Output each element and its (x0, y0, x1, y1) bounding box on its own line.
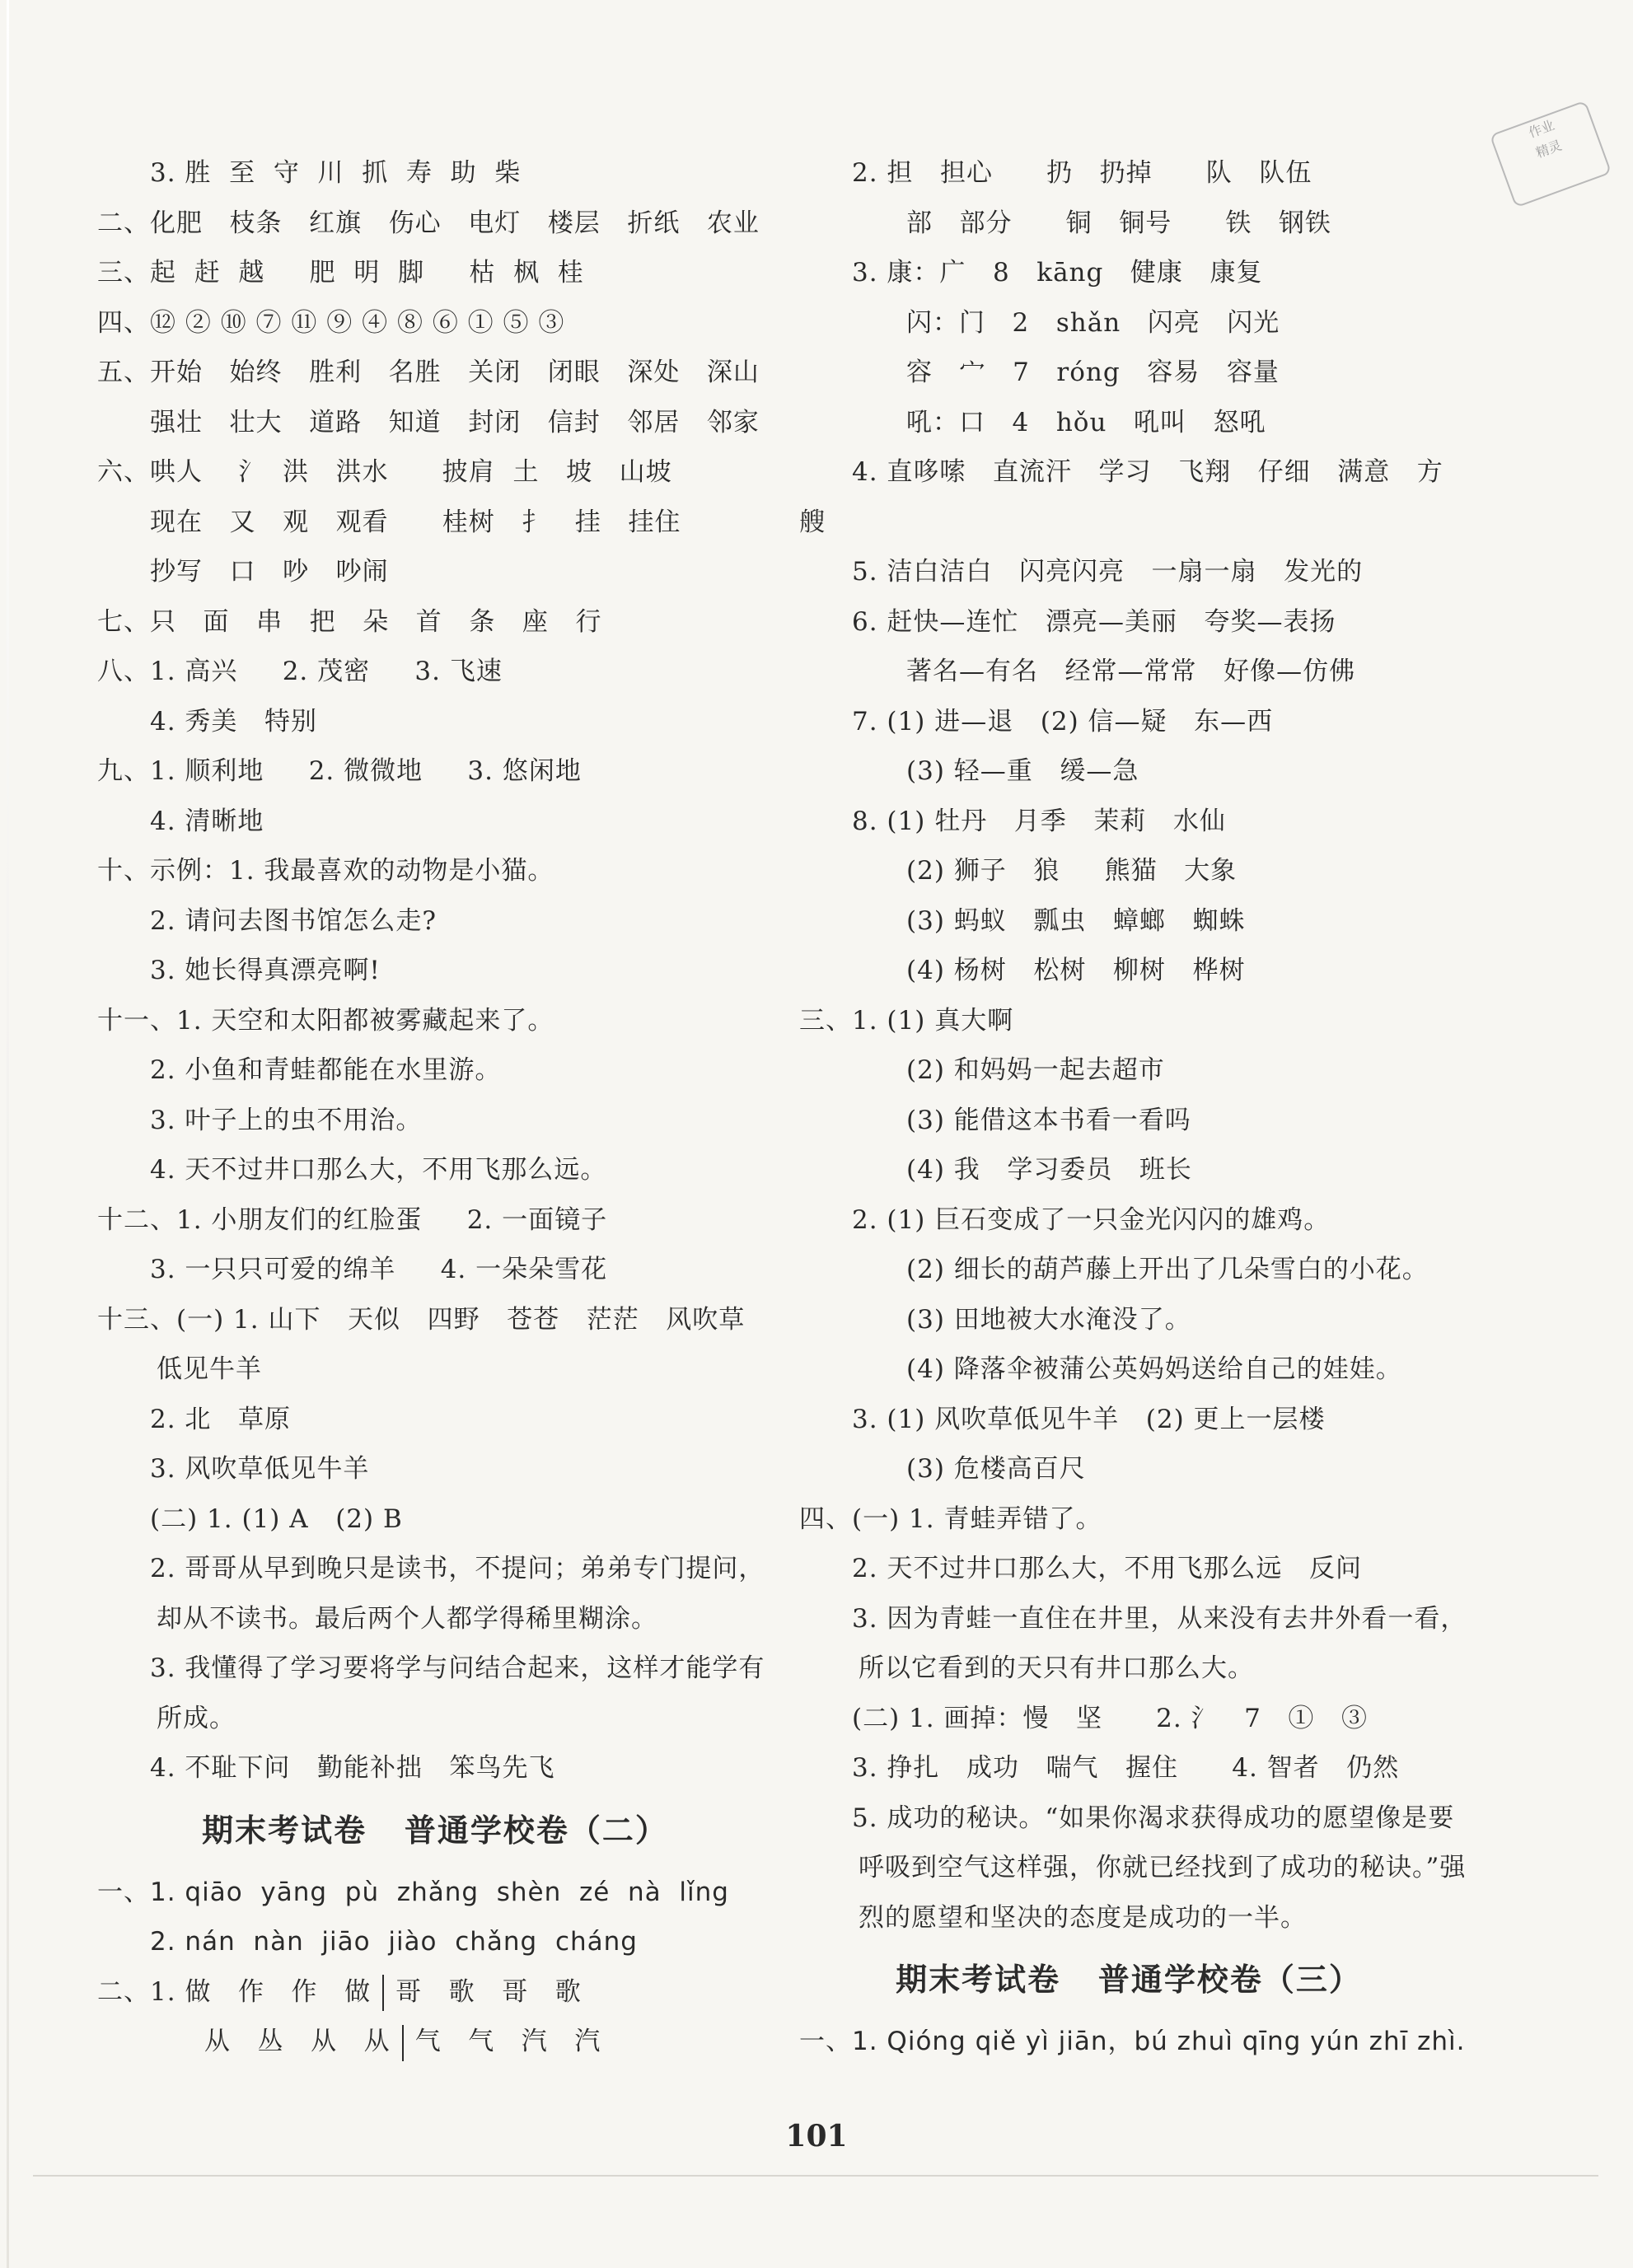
answer-line: (4) 我 学习委员 班长 (906, 1155, 1192, 1185)
answer-line: 抄写 口 吵 吵闹 (150, 557, 389, 587)
answer-line: 3. 胜 至 守 川 抓 寿 助 柴 (150, 158, 522, 188)
answer-line: 一、1. Qióng qiě yì jiān，bú zhuì qīng yún zhī zhì. (799, 2027, 1466, 2056)
answer-line: 四、⑫ ② ⑩ ⑦ ⑪ ⑨ ④ ⑧ ⑥ ① ⑤ ③ (97, 307, 565, 338)
answer-line: 7. (1) 进—退 (2) 信—疑 东—西 (852, 706, 1274, 737)
answer-line: 三、1. (1) 真大啊 (799, 1005, 1014, 1036)
answer-line: 十一、1. 天空和太阳都被雾藏起来了。 (97, 1005, 554, 1036)
answer-line: 3. 因为青蛙一直住在井里，从来没有去井外看一看， (852, 1603, 1467, 1634)
table-cell-right: 哥 歌 哥 歌 (395, 1976, 582, 2007)
answer-line: 四、(一) 1. 青蛙弄错了。 (799, 1503, 1102, 1534)
answer-line: (二) 1. 画掉：慢 坚 2. 氵 7 ① ③ (852, 1703, 1368, 1733)
answer-line: 呼吸到空气这样强，你就已经找到了成功的秘诀。”强 (859, 1853, 1467, 1882)
table-cell-right: 气 气 汽 汽 (414, 2027, 601, 2056)
answer-line: (3) 蚂蚁 瓢虫 蟑螂 蜘蛛 (906, 905, 1246, 936)
answer-line: 二、化肥 枝条 红旗 伤心 电灯 楼层 折纸 农业 (97, 208, 760, 238)
answer-line: 4. 不耻下问 勤能补拙 笨鸟先飞 (150, 1753, 555, 1783)
left-column (97, 148, 773, 2067)
answer-table-row (97, 2017, 773, 2067)
answer-line: 却从不读书。最后两个人都学得稀里糊涂。 (157, 1603, 657, 1634)
answer-line: (3) 田地被大水淹没了。 (906, 1304, 1191, 1335)
answer-line: 3. (1) 风吹草低见牛羊 (2) 更上一层楼 (852, 1404, 1326, 1434)
answer-line: 3. 风吹草低见牛羊 (150, 1454, 370, 1484)
answer-line: 所以它看到的天只有井口那么大。 (859, 1653, 1254, 1683)
answer-line: 2. 哥哥从早到晚只是读书，不提问；弟弟专门提问， (150, 1554, 765, 1583)
answer-line: 3. 叶子上的虫不用治。 (150, 1105, 423, 1135)
answer-line: 艘 (799, 507, 826, 537)
page-number: 101 (785, 2119, 848, 2153)
answer-line: 十三、(一) 1. 山下 天似 四野 苍苍 茫茫 风吹草 (97, 1304, 746, 1335)
corner-stamp: 作业 精灵 (1490, 101, 1612, 208)
answer-line: (4) 杨树 松树 柳树 桦树 (906, 956, 1246, 985)
answer-line: 容 宀 7 róng 容易 容量 (906, 358, 1280, 387)
answer-line: 6. 赶快—连忙 漂亮—美丽 夸奖—表扬 (852, 606, 1336, 637)
answer-table-row (97, 1967, 773, 2018)
right-column (799, 148, 1467, 2067)
answer-line: (3) 能借这本书看一看吗 (906, 1105, 1191, 1135)
answer-line: 2. 小鱼和青蛙都能在水里游。 (150, 1055, 502, 1085)
answer-line: 4. 天不过井口那么大，不用飞那么远。 (150, 1155, 607, 1185)
table-cell-left: 做 作 作 做 (185, 1976, 372, 2007)
section-title: 期末考试卷 普通学校卷（二） (202, 1812, 668, 1849)
answer-line: 现在 又 观 观看 桂树 扌 挂 挂住 (150, 507, 681, 537)
answer-line: 闪：门 2 shǎn 闪亮 闪光 (906, 307, 1280, 338)
answer-line: 七、只 面 串 把 朵 首 条 座 行 (97, 606, 602, 637)
answer-line: 3. 一只只可爱的绵羊 4. 一朵朵雪花 (150, 1255, 608, 1284)
answer-line: 六、哄人 氵 洪 洪水 披肩 土 坡 山坡 (97, 457, 672, 487)
answer-line: 2. 请问去图书馆怎么走? (150, 905, 437, 936)
answer-line: (2) 和妈妈一起去超市 (906, 1055, 1165, 1085)
answer-line: 十、示例：1. 我最喜欢的动物是小猫。 (97, 856, 554, 886)
answer-line: 8. (1) 牡丹 月季 茉莉 水仙 (852, 806, 1226, 836)
answer-line: 3. 她长得真漂亮啊! (150, 956, 381, 985)
answer-line: 2. 担 担心 扔 扔掉 队 队伍 (852, 158, 1312, 188)
answer-line: 2. nán nàn jiāo jiào chǎng cháng (150, 1927, 638, 1957)
table-divider (382, 1975, 384, 2011)
answer-line: 强壮 壮大 道路 知道 封闭 信封 邻居 邻家 (150, 407, 760, 437)
answer-line: 十二、1. 小朋友们的红脸蛋 2. 一面镜子 (97, 1204, 608, 1235)
answer-line: 4. 清晰地 (150, 806, 264, 836)
answer-line: (3) 轻—重 缓—急 (906, 756, 1139, 786)
answer-line: (3) 危楼高百尺 (906, 1454, 1086, 1484)
page-edge (7, 0, 9, 2268)
answer-line: 3. 康：广 8 kāng 健康 康复 (852, 258, 1263, 288)
bottom-rule (33, 2175, 1598, 2177)
answer-line: 著名—有名 经常—常常 好像—仿佛 (906, 657, 1356, 686)
answer-line: 2. 天不过井口那么大，不用飞那么远 反问 (852, 1554, 1362, 1583)
answer-line: 八、1. 高兴 2. 茂密 3. 飞速 (97, 657, 503, 686)
answer-line: (4) 降落伞被蒲公英妈妈送给自己的娃娃。 (906, 1354, 1402, 1384)
answer-line: (2) 细长的葫芦藤上开出了几朵雪白的小花。 (906, 1255, 1429, 1284)
answer-line: 5. 洁白洁白 闪亮闪亮 一扇一扇 发光的 (852, 557, 1364, 587)
answer-line: 3. 挣扎 成功 喘气 握住 4. 智者 仍然 (852, 1753, 1400, 1783)
answer-line: 五、开始 始终 胜利 名胜 关闭 闭眼 深处 深山 (97, 358, 760, 387)
answer-line: 部 部分 铜 铜号 铁 钢铁 (906, 208, 1331, 238)
table-divider (402, 2025, 404, 2061)
answer-line: 4. 秀美 特别 (150, 706, 317, 737)
answer-line: 4. 直哆嗦 直流汗 学习 飞翔 仔细 满意 方 (852, 457, 1443, 487)
answer-line: 低见牛羊 (157, 1354, 262, 1384)
answer-line: 三、起 赶 越 肥 明 脚 枯 枫 桂 (97, 258, 584, 288)
table-prefix: 二、1. (97, 1976, 185, 2007)
answer-line: 5. 成功的秘诀。“如果你渴求获得成功的愿望像是要 (852, 1803, 1455, 1833)
answer-line: 3. 我懂得了学习要将学与问结合起来，这样才能学有 (150, 1653, 765, 1683)
answer-line: 2. 北 草原 (150, 1404, 291, 1434)
answer-line: 九、1. 顺利地 2. 微微地 3. 悠闲地 (97, 756, 582, 786)
answer-line: 所成。 (157, 1703, 236, 1733)
answer-line: 吼：口 4 hǒu 吼叫 怒吼 (906, 407, 1266, 437)
answer-line: 一、1. qiāo yāng pù zhǎng shèn zé nà lǐng (97, 1877, 729, 1907)
table-cell-left: 从 丛 从 从 (204, 2027, 391, 2056)
answer-line: (二) 1. (1) A (2) B (150, 1503, 403, 1534)
answer-line: 2. (1) 巨石变成了一只金光闪闪的雄鸡。 (852, 1204, 1331, 1235)
section-title: 期末考试卷 普通学校卷（三） (896, 1962, 1362, 1998)
answer-line: 烈的愿望和坚决的态度是成功的一半。 (859, 1902, 1307, 1933)
answer-line: (2) 狮子 狼 熊猫 大象 (906, 856, 1238, 886)
